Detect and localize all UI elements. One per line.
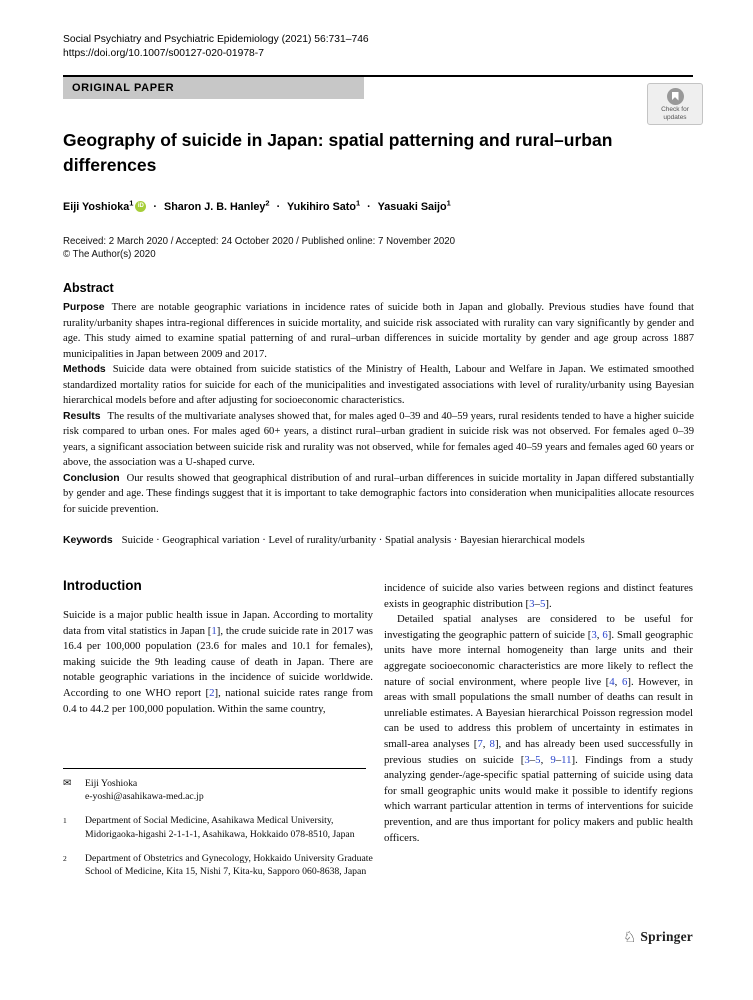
citation-link[interactable]: 11 xyxy=(561,753,572,766)
corresponding-author-email[interactable]: e-yoshi@asahikawa-med.ac.jp xyxy=(85,791,204,803)
abstract-purpose xyxy=(63,300,694,362)
bookmark-pin-icon xyxy=(672,92,679,101)
abstract-heading: Abstract xyxy=(63,281,114,295)
author-4-affiliation-sup: 1 xyxy=(446,198,451,207)
author-2-affiliation-sup: 2 xyxy=(265,198,270,207)
citation-link[interactable]: 5 xyxy=(539,597,546,610)
citation-link[interactable]: 9 xyxy=(550,753,556,766)
envelope-icon: ✉ xyxy=(63,778,72,789)
intro-column-left xyxy=(63,608,373,717)
keywords-line xyxy=(63,533,694,549)
citation-link[interactable]: 1 xyxy=(211,624,217,637)
abstract-results xyxy=(63,409,694,471)
affiliation-1-text: Department of Social Medicine, Asahikawa Medical University, Midorigaoka-higashi 2-1-1-1, Asahikawa, Hokkaido 078-8510, Japan xyxy=(85,815,355,840)
author-3-affiliation-sup: 1 xyxy=(356,198,361,207)
introduction-heading: Introduction xyxy=(63,578,142,593)
author-1-name[interactable]: Eiji Yoshioka xyxy=(63,200,130,213)
publisher-logo xyxy=(623,929,693,945)
intro-paragraph-1: Suicide is a major public health issue in Japan. According to mortality data from vital statistics in Japan [1], the crude suicide rate in 2017 was 16.4 per 100,000 population (23.6 for males and 10.1 for females), making suicide the 9th leading cause of death in Japan. There are notable geographic variations in the incidence of suicide worldwide. According to one WHO report [2], national suicide rates range from 0.4 to 44.2 per 100,000 population. Within the same country, xyxy=(63,609,374,715)
keywords-text: Suicide · Geographical variation · Level of rurality/urbanity · Spatial analysis · Bayesian hierarchical models xyxy=(121,535,585,546)
check-for-updates-text-line2: updates xyxy=(663,113,687,121)
purpose-text: There are notable geographic variations in incidence rates of suicide both in Japan and globally. Previous studies have found that rurality/urbanity shapes intra-regional differences in suicide mortality, and suicide risk associated with rurality can vary significantly by gender and age. This study aimed to examine spatial patterning of and rural–urban differences in suicide mortality by gender and age group across 1887 municipalities in Japan between 2009 and 2017. xyxy=(63,302,694,360)
conclusion-text: Our results showed that geographical distribution of and rural–urban differences in suicide mortality in Japan differed substantially by gender and age. These findings suggest that it is important to take demographic factors into consideration when municipalities allocate resources for suicide prevention. xyxy=(63,472,694,515)
affiliation-2-text: Department of Obstetrics and Gynecology, Hokkaido University Graduate School of Medicine, Kita 15, Nishi 7, Kita-ku, Sapporo 060-8638, Japan xyxy=(85,852,373,878)
intro-paragraph-2: Detailed spatial analyses are considered to be useful for investigating the geographic pattern of suicide [3, 6]. Small geographic units have more internal homogeneity than large units and their aggregate socioeconomic characteristics are more likely to reflect the nature of social environment, where people live [4, 6]. However, in areas with small populations the small number of deaths can result in unreliable estimates. A Bayesian hierarchical Poisson regression model can be used to address this problem of uncertainty in estimates in small-area analyses [7, 8], and has already been used successfully in previous studies on suicide [3–5, 9–11]. Findings from a study analyzing gender-/age-specific spatial patterning of suicide using data for small geographic units would make it possible to identify regions which warrant particular attention in terms of interventions for suicide prevention, and are thus important for policy makers and public health officers. xyxy=(384,613,693,844)
check-for-updates-text-line1: Check for xyxy=(661,105,689,113)
author-3[interactable] xyxy=(287,198,361,213)
affiliation-1 xyxy=(63,814,375,840)
received-accepted-line: Received: 2 March 2020 / Accepted: 24 October 2020 / Published online: 7 November 2020 xyxy=(63,236,456,247)
methods-text: Suicide data were obtained from suicide statistics of the Ministry of Health, Labour and Welfare in Japan. We estimated smoothed standardized mortality ratios for suicide for each of the municipalities and investigated associations with level of rurality/urbanity using Bayesian hierarchical models before and after adjusting for socioeconomic characteristics. xyxy=(63,364,694,406)
citation-link[interactable]: 6 xyxy=(602,628,608,641)
article-type-badge xyxy=(63,77,364,99)
footnote-rule xyxy=(63,768,366,769)
article-title: Geography of suicide in Japan: spatial patterning and rural–urban differences xyxy=(63,130,613,175)
doi-link[interactable]: https://doi.org/10.1007/s00127-020-01978-7 xyxy=(63,48,264,59)
author-2[interactable] xyxy=(164,198,270,213)
keywords-label: Keywords xyxy=(63,535,113,546)
corresponding-author-name: Eiji Yoshioka xyxy=(85,778,138,789)
author-4-name[interactable]: Yasuaki Saijo xyxy=(377,200,447,213)
results-label: Results xyxy=(63,410,101,422)
header xyxy=(63,33,369,61)
citation-link[interactable]: 3 xyxy=(529,597,535,610)
affiliation-2-sup: 2 xyxy=(63,853,67,863)
copyright-line: © The Author(s) 2020 xyxy=(63,249,156,260)
affiliation-1-sup: 1 xyxy=(63,816,67,826)
intro-column-right xyxy=(384,581,693,846)
author-1-affiliation-sup: 1 xyxy=(129,198,134,207)
article-type-label: ORIGINAL PAPER xyxy=(72,82,175,94)
springer-horse-icon: ♘ xyxy=(622,927,637,946)
author-2-name[interactable]: Sharon J. B. Hanley xyxy=(164,200,266,213)
affiliation-2 xyxy=(63,852,375,878)
citation-link[interactable]: 7 xyxy=(477,737,483,750)
intro-paragraph-1-continued: incidence of suicide also varies between regions and distinct features exists in geographic distribution [3–5]. xyxy=(384,582,693,610)
author-separator: · xyxy=(367,200,371,213)
abstract-methods xyxy=(63,362,694,409)
results-text: The results of the multivariate analyses showed that, for males aged 0–39 and 40–59 years, rural residents tended to have a higher suicide risk compared to urban ones. For males aged 60+ years, a distinct rural–urban gradient in suicide risk was not observed. For females aged 0–39 years, a significant association between suicide risk and rurality was not observed, while for females aged 40–59 years and females aged 60 years or above, the association was a U-shaped curve. xyxy=(63,410,694,468)
purpose-label: Purpose xyxy=(63,302,105,313)
abstract-conclusion xyxy=(63,471,694,518)
citation-link[interactable]: 4 xyxy=(609,675,615,688)
check-for-updates-button[interactable] xyxy=(647,83,703,125)
citation-link[interactable]: 6 xyxy=(621,675,628,688)
check-for-updates-icon xyxy=(667,88,684,105)
publisher-name: Springer xyxy=(640,929,693,944)
citation-link[interactable]: 5 xyxy=(535,753,541,766)
author-4[interactable] xyxy=(377,198,451,213)
journal-citation-line: Social Psychiatry and Psychiatric Epidemiology (2021) 56:731–746 xyxy=(63,34,369,45)
citation-link[interactable]: 3 xyxy=(524,753,530,766)
methods-label: Methods xyxy=(63,364,106,375)
orcid-icon[interactable]: iD xyxy=(135,201,146,212)
abstract xyxy=(63,300,694,549)
conclusion-label: Conclusion xyxy=(63,472,120,484)
citation-link[interactable]: 8 xyxy=(489,737,495,750)
citation-link[interactable]: 2 xyxy=(209,686,215,699)
citation-link[interactable]: 3 xyxy=(591,628,597,641)
author-1[interactable] xyxy=(63,198,146,213)
author-3-name[interactable]: Yukihiro Sato xyxy=(287,200,356,213)
author-separator: · xyxy=(276,200,281,213)
author-list xyxy=(63,198,451,213)
corresponding-author-block xyxy=(63,777,375,803)
author-separator: · xyxy=(153,200,157,213)
footnotes xyxy=(63,777,375,889)
